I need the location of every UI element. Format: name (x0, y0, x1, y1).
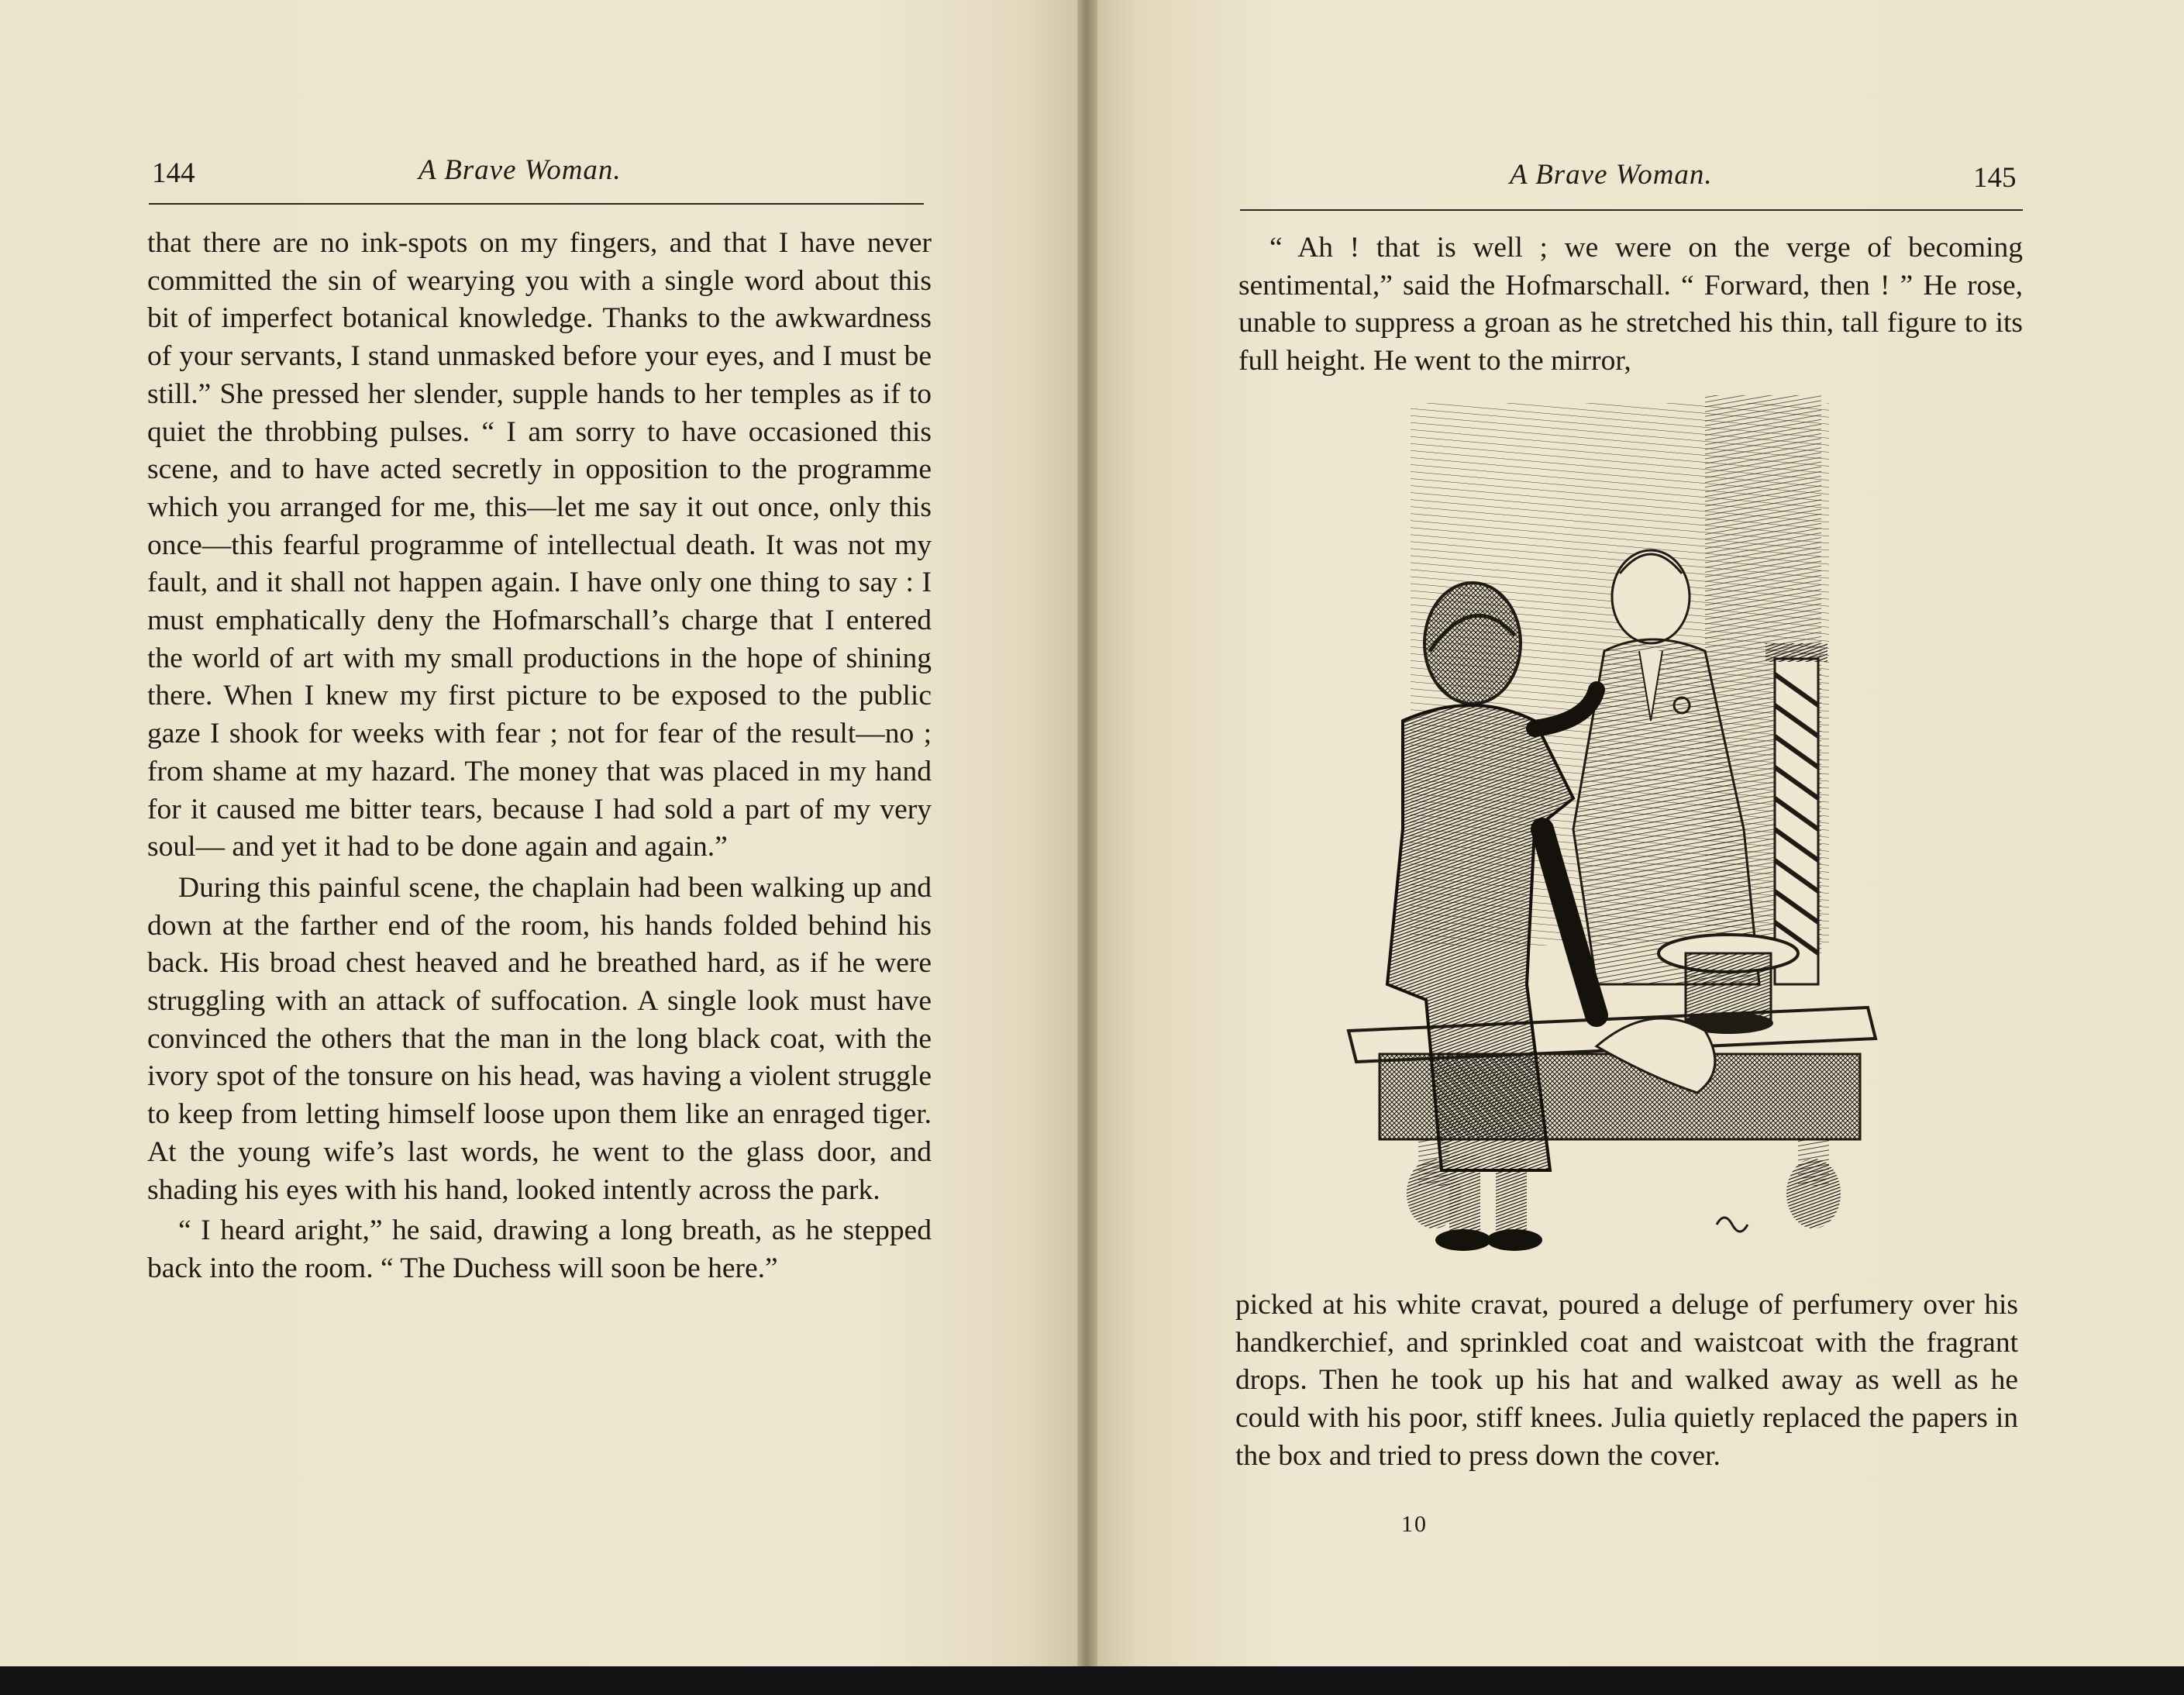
right-top-text (1238, 229, 2023, 381)
scan-bottom-edge (0, 1666, 2184, 1695)
left-paragraph-1: that there are no ink-spots on my fingers, and that I have never committed the sin of wearying you with a single word about this bit of imperfect botanical knowledge. Thanks to the awkwardness of your servants, I stand unmasked before your eyes, and I must be still.” She pressed her slender, supple hands to her temples as if to quiet the throbbing pulses. “ I am sorry to have occasioned this scene, and to have acted secretly in opposition to the programme which you arranged for me, this—let me say it out once, only this once—this fearful programme of intellectual death. It was not my fault, and it shall not happen again. I have only one thing to say : I must emphatically deny the Hofmarschall’s charge that I entered the world of art with my small productions in the hope of shining there. When I knew my first picture to be exposed to the public gaze I shook for weeks with fear ; not for fear of the result—no ; from shame at my hazard. The money that was placed in my hand for it caused me bitter tears, because I had sold a part of my very soul— and yet it had to be done again and again.” (147, 227, 932, 863)
engraving-illustration (1341, 395, 1883, 1263)
left-paragraph-2: During this painful scene, the chaplain had been walking up and down at the farther end of the room, his hands folded behind his back. His broad chest heaved and he breathed hard, as if he were struggling with an attack of suffocation. A single look must have convinced the others that the man in the long black coat, with the ivory spot of the tonsure on his head, was having a violent struggle to keep from letting himself loose upon them like an enraged tiger. At the young wife’s last words, he went to the glass door, and shading his eyes with his hand, looked intently across the park. (147, 871, 932, 1206)
left-body-text (147, 225, 932, 1288)
twisted-column (1765, 643, 1827, 984)
right-page-number: 145 (1973, 162, 2017, 194)
left-page-number: 144 (152, 157, 195, 189)
left-running-title: A Brave Woman. (419, 154, 622, 186)
book-gutter (1077, 0, 1097, 1666)
signature-mark: 10 (1401, 1511, 1428, 1537)
right-header-rule (1240, 209, 2023, 211)
left-page (0, 0, 1085, 1666)
left-paragraph-3: “ I heard aright,” he said, drawing a long breath, as he stepped back into the room. “ The Duchess will soon be here.” (147, 1214, 932, 1284)
right-bottom-text (1235, 1287, 2018, 1476)
right-paragraph-top: “ Ah ! that is well ; we were on the verge of becoming sentimental,” said the Hofmarschall. “ Forward, then ! ” He rose, unable to suppress a groan as he stretched his thin, tall figure to its full height. He went to the mirror, (1238, 232, 2023, 377)
left-header-rule (149, 203, 924, 205)
right-running-title: A Brave Woman. (1510, 159, 1713, 191)
artist-monogram (1717, 1218, 1748, 1232)
right-paragraph-bottom: picked at his white cravat, poured a deluge of perfumery over his handkerchief, and sprinkled coat and waistcoat with the fragrant drops. Then he took up his hat and walked away as well as he could with his poor, stiff knees. Julia quietly replaced the papers in the box and tried to press down the cover. (1235, 1289, 2018, 1472)
